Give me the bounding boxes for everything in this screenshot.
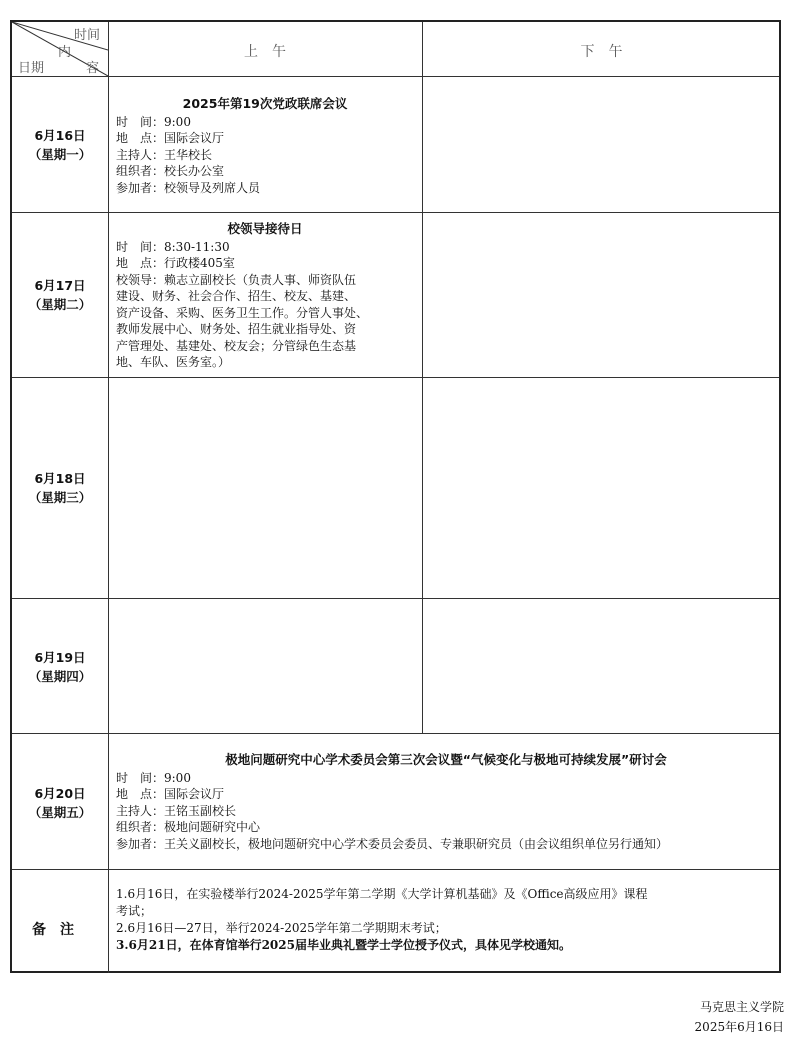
day-cell-thu — [12, 648, 108, 686]
weekday-label: （星期三） — [28, 490, 92, 505]
event-line: 地、车队、医务室。） — [116, 355, 231, 369]
corner-content-label-1: 内 — [58, 45, 72, 60]
day-cell-tue — [12, 276, 108, 314]
event-line: 地 点：行政楼405室 — [116, 256, 235, 270]
note-line: 1.6月16日，在实验楼举行2024-2025学年第二学期《大学计算机基础》及《Office高级应用》课程 — [116, 887, 648, 901]
event-line: 教师发展中心、财务处、招生就业指导处、资 — [116, 322, 357, 336]
event-line: 地 点：国际会议厅 — [116, 131, 225, 145]
weekday-label: （星期四） — [28, 669, 92, 684]
event-line: 组织者：极地问题研究中心 — [116, 820, 261, 834]
event-fri — [116, 752, 776, 852]
date-label: 6月16日 — [34, 128, 86, 143]
note-line: 3.6月21日，在体育馆举行2025届毕业典礼暨学士学位授予仪式，具体见学校通知。 — [116, 938, 571, 952]
event-line: 资产设备、采购、医务卫生工作。分管人事处、 — [116, 305, 369, 320]
notes-label: 备注 — [32, 922, 88, 938]
row-divider — [12, 212, 779, 213]
event-line: 时 间：8:30-11:30 — [116, 239, 230, 254]
col-divider — [422, 22, 423, 733]
date-label: 6月19日 — [34, 650, 86, 665]
event-line: 时 间：9:00 — [116, 770, 191, 785]
day-cell-fri — [12, 784, 108, 822]
event-line: 主持人：王铭玉副校长 — [116, 803, 237, 818]
event-line: 参加者：王关义副校长，极地问题研究中心学术委员会委员、专兼职研究员（由会议组织单位另行通知） — [116, 836, 669, 851]
footer-org: 马克思主义学院 — [699, 1000, 784, 1014]
event-title: 2025年第19次党政联席会议 — [182, 96, 348, 111]
note-line: 2.6月16日—27日，举行2024-2025学年第二学期期末考试； — [116, 921, 447, 935]
event-tue-am — [116, 221, 414, 371]
row-divider — [12, 733, 779, 734]
event-title: 极地问题研究中心学术委员会第三次会议暨“气候变化与极地可持续发展”研讨会 — [225, 752, 667, 767]
event-line: 主持人：王华校长 — [116, 147, 213, 162]
corner-time-label: 时间 — [74, 28, 101, 43]
note-line: 考试； — [116, 904, 153, 918]
morning-header: 上 午 — [244, 44, 286, 60]
event-line: 建设、财务、社会合作、招生、校友、基建、 — [116, 289, 357, 303]
event-line: 参加者：校领导及列席人员 — [116, 180, 261, 195]
corner-content-label-2: 容 — [86, 61, 100, 76]
row-divider — [12, 377, 779, 378]
event-line: 产管理处、基建处、校友会；分管绿色生态基 — [116, 338, 357, 353]
row-divider — [12, 869, 779, 870]
day-cell-wed — [12, 469, 108, 507]
event-line: 地 点：国际会议厅 — [116, 787, 225, 801]
weekday-label: （星期五） — [28, 805, 92, 820]
event-title: 校领导接待日 — [227, 221, 303, 236]
event-mon-am — [116, 96, 414, 196]
afternoon-header: 下 午 — [580, 44, 623, 60]
notes-content — [116, 886, 776, 954]
date-label: 6月18日 — [34, 471, 86, 486]
col-divider — [108, 22, 109, 973]
row-divider — [12, 598, 779, 599]
corner-date-label: 日期 — [18, 61, 45, 76]
weekday-label: （星期一） — [28, 147, 92, 162]
event-line: 时 间：9:00 — [116, 114, 191, 129]
weekday-label: （星期二） — [28, 297, 92, 312]
event-line: 组织者：校长办公室 — [116, 164, 225, 178]
row-divider — [12, 76, 779, 77]
date-label: 6月17日 — [34, 278, 86, 293]
footer-date: 2025年6月16日 — [694, 1020, 784, 1034]
date-label: 6月20日 — [34, 786, 86, 801]
event-line: 校领导：赖志立副校长（负责人事、师资队伍 — [116, 272, 357, 287]
schedule-table — [10, 20, 781, 973]
day-cell-mon — [12, 126, 108, 164]
